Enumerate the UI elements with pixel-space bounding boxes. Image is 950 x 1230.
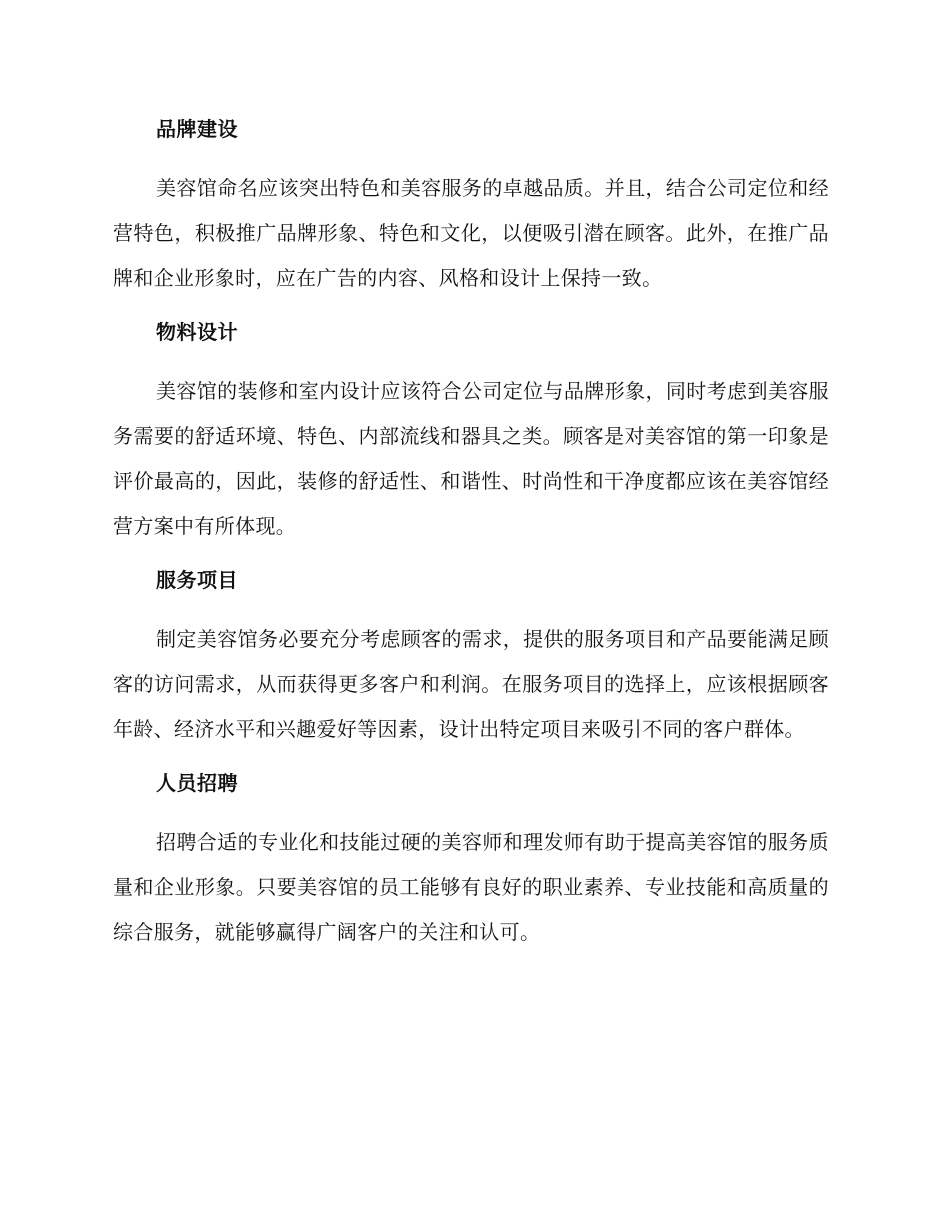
section-paragraph: 美容馆的装修和室内设计应该符合公司定位与品牌形象，同时考虑到美容服务需要的舒适环境、特色、内部流线和器具之类。顾客是对美容馆的第一印象是评价最高的，因此，装修的舒适性、和谐性、时尚性和干净度都应该在美容馆经营方案中有所体现。 (113, 379, 829, 538)
section-paragraph: 制定美容馆务必要充分考虑顾客的需求，提供的服务项目和产品要能满足顾客的访问需求，从而获得更多客户和利润。在服务项目的选择上，应该根据顾客年龄、经济水平和兴趣爱好等因素，设计出特定项目来吸引不同的客户群体。 (113, 627, 829, 741)
section-material-design (113, 315, 829, 549)
section-heading: 服务项目 (156, 568, 238, 592)
section-staff-recruitment (113, 766, 829, 955)
section-brand-building (113, 112, 829, 301)
document-content (113, 112, 829, 969)
section-paragraph: 美容馆命名应该突出特色和美容服务的卓越品质。并且，结合公司定位和经营特色，积极推广品牌形象、特色和文化，以便吸引潜在顾客。此外，在推广品牌和企业形象时，应在广告的内容、风格和设计上保持一致。 (113, 176, 829, 290)
section-paragraph: 招聘合适的专业化和技能过硬的美容师和理发师有助于提高美容馆的服务质量和企业形象。只要美容馆的员工能够有良好的职业素养、专业技能和高质量的综合服务，就能够赢得广阔客户的关注和认可。 (113, 830, 829, 944)
section-heading: 物料设计 (156, 320, 238, 344)
section-heading: 人员招聘 (156, 771, 238, 795)
section-heading: 品牌建设 (156, 117, 238, 141)
section-service-items (113, 563, 829, 752)
